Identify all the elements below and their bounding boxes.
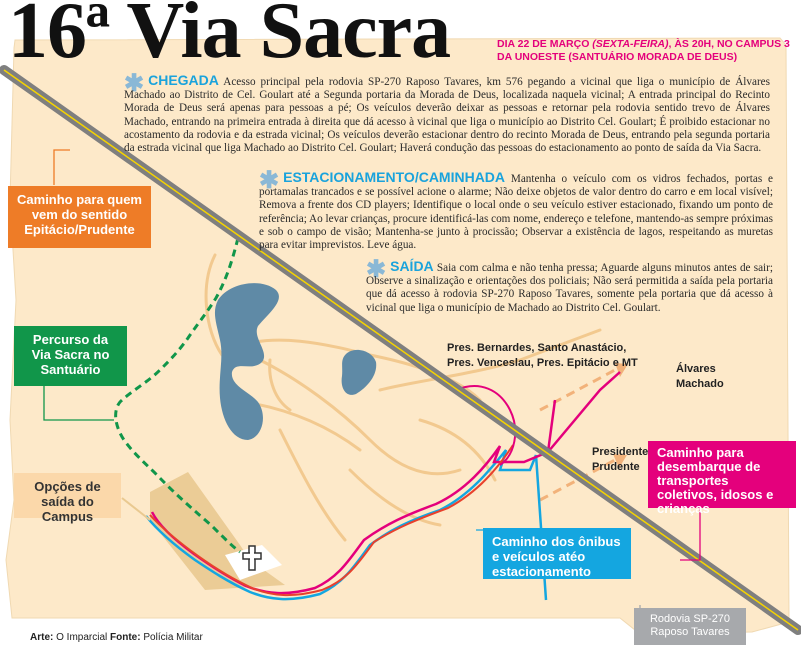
page-title: 16ª Via Sacra — [8, 0, 451, 75]
subtitle-date: DIA 22 DE MARÇO — [497, 38, 593, 50]
event-subtitle — [497, 38, 797, 64]
asterisk-icon: ✱ — [259, 167, 280, 194]
legend-caminho-onibus: Caminho dos ônibus e veículos atéo estacionamento — [483, 528, 631, 579]
saida-section — [366, 256, 773, 315]
label-pres-line1: Pres. Bernardes, Santo Anastácio, — [447, 342, 627, 354]
saida-heading: SAÍDA — [390, 258, 434, 274]
subtitle-weekday: (SEXTA-FEIRA) — [592, 38, 669, 50]
credit-arte-label: Arte: — [30, 632, 54, 643]
estacionamento-text: Mantenha o veículo com os vidros fechados, portas e portamalas trancados e se possível acione o alarme; Não deixe objetos de valor dentro do carro e em local visível; Remova a frente dos CD players; Identifique o local onde o seu veículo estiver estacionado, fixando um ponto de referência; Ao levar crianças, procure identificá-las com nome, endereço e telefone, mantendo-as sempre próximas e sob o campo de visão; Mantenha-se junto à procissão; Observar a existência de lagos, respeitando as muretas para evitar imprevistos. Leve água. — [259, 173, 774, 252]
legend-percurso: Percurso da Via Sacra no Santuário — [14, 326, 127, 386]
subtitle-location: , ÀS 20H, NO CAMPUS 3 DA UNOESTE (SANTUÁRIO MORADA DE DEUS) — [497, 38, 790, 63]
label-alvares-machado: Álvares Machado — [676, 363, 724, 390]
estacionamento-heading: ESTACIONAMENTO/CAMINHADA — [283, 169, 506, 185]
legend-opcoes-saida: Opções de saída do Campus — [14, 473, 121, 518]
legend-caminho-desembarque: Caminho para desembarque de transportes coletivos, idosos e crianças — [648, 441, 796, 508]
chegada-section — [124, 70, 770, 155]
saida-text: Saia com calma e não tenha pressa; Aguarde alguns minutos antes de sair; Observe a sinalização e orientações dos policiais; Não será permitida a saída pela portaria que dá acesso à rodovia SP-270 Raposo Tavares, somente pela portaria que dá acesso à vicinal que liga o município de Machado ao Distrito Cel. Goulart. — [366, 262, 773, 314]
chegada-text: Acesso principal pela rodovia SP-270 Raposo Tavares, km 576 pegando a vicinal que liga o município de Álvares Machado ao Distrito de Cel. Goulart até a Segunda portaria da Morada de Deus, localizada naquela vicinal; A entrada principal do Recinto Morada de Deus será apenas para pessoas a pé; Os veículos deverão deixar as pessoas e retornar pela rodovia sentido trevo de Álvares Machado, entrando na primeira entrada à direita que dá acesso à vicinal que liga o município ao Distrito Cel. Goulart; É proibido estacionar no acostamento da rodovia e da estrada vicinal; Os veículos deverão estacionar dentro do recinto Morada de Deus, entrando pela segunda portaria da estrada vicinal que liga Machado ao Distrito Cel. Goulart; Haverá condução das pessoas do estacionamento ao ponto de saída da Via Sacra. — [124, 76, 770, 155]
label-presidente-prudente: Presidente Prudente — [592, 446, 649, 473]
legend-caminho-epitacio: Caminho para quem vem do sentido Epitácio/Prudente — [8, 186, 151, 248]
credit-fonte-value: Polícia Militar — [143, 632, 203, 643]
estacionamento-section — [259, 167, 774, 252]
credits — [30, 632, 203, 643]
credit-fonte-label: Fonte: — [110, 632, 141, 643]
legend-rodovia: Rodovia SP-270 Raposo Tavares — [634, 608, 746, 645]
asterisk-icon: ✱ — [124, 70, 145, 97]
chegada-heading: CHEGADA — [148, 72, 219, 88]
credit-arte-value: O Imparcial — [56, 632, 108, 643]
label-pres-line2: Pres. Venceslau, Pres. Epitácio e MT — [447, 357, 638, 369]
asterisk-icon: ✱ — [366, 256, 387, 283]
